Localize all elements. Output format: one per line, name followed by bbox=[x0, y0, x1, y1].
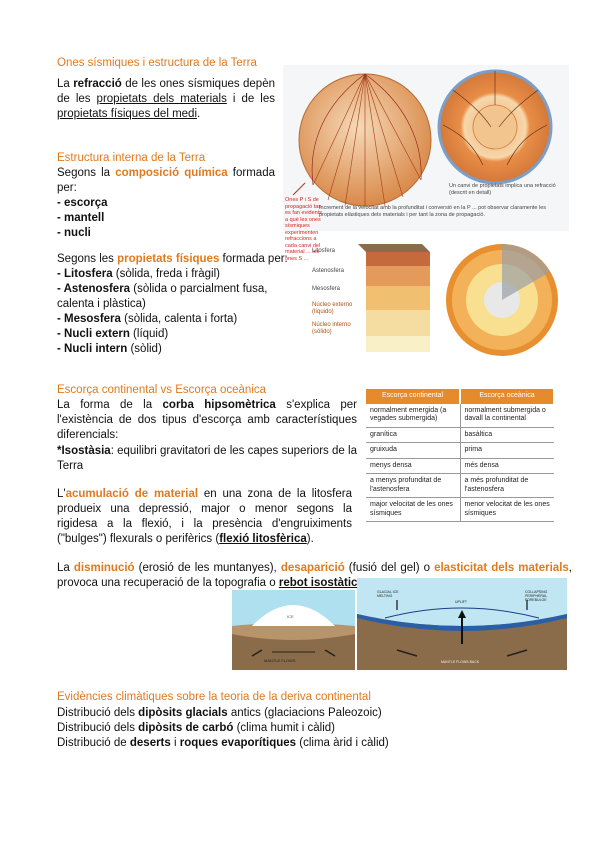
table-row bbox=[366, 498, 554, 522]
list-item: - nucli bbox=[57, 227, 91, 239]
section-title-seismic: Ones sísmiques i estructura de la Terra bbox=[57, 57, 257, 69]
layer-label: Núcleo interno (sólido) bbox=[312, 322, 351, 335]
composition-paragraph: Segons la composició química formada per: bbox=[57, 167, 275, 194]
section-title-crust: Escorça continental vs Escorça oceànica bbox=[57, 384, 267, 396]
fig-label: MANTLE FLOWS bbox=[264, 658, 296, 663]
fig-caption-bottom: Increment de la velocitat amb la profunditat i conversió en la P ... pot observar claramente les propietats elàstiques dels materials i per tant la zona de propagació. bbox=[319, 205, 547, 218]
seismic-paragraph: La refracció de les ones sísmiques depèn de les propietats dels materials i de les propietats físiques del medi. bbox=[57, 78, 275, 120]
layer-label: Núcleo externo (líquido) bbox=[312, 302, 353, 315]
table-header: Escorça oceànica bbox=[460, 389, 554, 404]
fig-label: COLLAPSING PERIPHERAL FOREBULGE bbox=[525, 590, 548, 602]
list-item: Distribució dels dipòsits glacials antics (glaciacions Paleozoic) bbox=[57, 707, 382, 719]
earth-layers-illustration bbox=[312, 240, 570, 360]
list-item: - Litosfera (sòlida, freda i fràgil) bbox=[57, 268, 220, 280]
fig-label: UPLIFT bbox=[455, 600, 468, 604]
fig-label: MANTLE FLOWS BACK bbox=[441, 660, 480, 664]
table-row bbox=[366, 427, 554, 443]
table-cell: menys densa bbox=[366, 458, 460, 474]
composition-list bbox=[57, 196, 108, 241]
fig-label: ICE bbox=[287, 614, 294, 619]
list-item: - Astenosfera (sòlida o parcialment fusa, calenta i plàstica) bbox=[57, 283, 268, 310]
section-title-climate-evidence: Evidències climàtiques sobre la teoria de la deriva continental bbox=[57, 691, 371, 703]
list-item: - Nucli extern (líquid) bbox=[57, 328, 169, 340]
rebound-figure bbox=[357, 578, 567, 670]
flexure-paragraph: L'acumulació de material en una zona de la litosfera produeix una depressió, major o menor segons la rigidesa a la flexió, i la presència d'engruiximents ("bulges") flexurals o perifèrics (flexió litosfèrica). bbox=[57, 488, 352, 545]
table-cell: basàltica bbox=[460, 427, 554, 443]
table-cell: a més profunditat de l'astenosfera bbox=[460, 474, 554, 498]
fig-caption-left: Ones P i S de propagació tan es fan evidents a què les ones sísmiques experimenten refraccions a cada canvi del material ... les ones S ... bbox=[285, 197, 322, 262]
table-cell: més densa bbox=[460, 458, 554, 474]
table-row bbox=[366, 443, 554, 459]
table-cell: prima bbox=[460, 443, 554, 459]
layer-label: Litosfera bbox=[312, 248, 336, 254]
table-header: Escorça continental bbox=[366, 389, 460, 404]
earth-layers-figure bbox=[312, 240, 570, 360]
table-cell: normalment submergida o davall la continental bbox=[460, 404, 554, 428]
physical-properties-paragraph: Segons les propietats físiques formada per: bbox=[57, 253, 288, 265]
table-cell: menor velocitat de les ones sísmiques bbox=[460, 498, 554, 522]
climate-evidence-list bbox=[57, 706, 577, 751]
fig-label: GLACIAL ICE MELTING bbox=[377, 590, 399, 598]
isostasy-paragraph: *Isostàsia: equilibri gravitatori de les capes superiors de la Terra bbox=[57, 445, 357, 472]
table-cell: gruixuda bbox=[366, 443, 460, 459]
list-item: Distribució dels dipòsits de carbó (clima humit i càlid) bbox=[57, 722, 335, 734]
list-item: - Nucli intern (sòlid) bbox=[57, 343, 162, 355]
section-title-internal-structure: Estructura interna de la Terra bbox=[57, 152, 206, 164]
table-row bbox=[366, 458, 554, 474]
hypsometric-paragraph: La forma de la corba hipsomètrica s'explica per l'existència de dos tipus d'escorça amb característiques diferencials: bbox=[57, 399, 357, 441]
table-cell: a menys profunditat de l'astenosfera bbox=[366, 474, 460, 498]
list-item: - mantell bbox=[57, 212, 105, 224]
list-item: Distribució de deserts i roques evaporítiques (clima àrid i càlid) bbox=[57, 737, 389, 749]
ice-load-figure bbox=[232, 590, 355, 670]
rebound-paragraph: La disminució (erosió de les muntanyes), desaparició (fusió del gel) o elasticitat dels materials, provoca una recuperació de la topografia o rebot isostàtic bbox=[57, 562, 572, 589]
crust-comparison-table bbox=[366, 389, 555, 522]
table-cell: granítica bbox=[366, 427, 460, 443]
physical-layers-list bbox=[57, 267, 307, 357]
layer-label: Mesosfera bbox=[312, 286, 341, 292]
list-item: - Mesosfera (sòlida, calenta i forta) bbox=[57, 313, 238, 325]
table-cell: normalment emergida (a vegades submergida) bbox=[366, 404, 460, 428]
table-cell: major velocitat de les ones sísmiques bbox=[366, 498, 460, 522]
fig-caption-right: Un canvi de propietats implica una refracció (descrit en detall) bbox=[449, 183, 556, 196]
table-row bbox=[366, 474, 554, 498]
table-row bbox=[366, 404, 554, 428]
layer-label: Astenosfera bbox=[312, 268, 345, 274]
list-item: - escorça bbox=[57, 197, 108, 209]
